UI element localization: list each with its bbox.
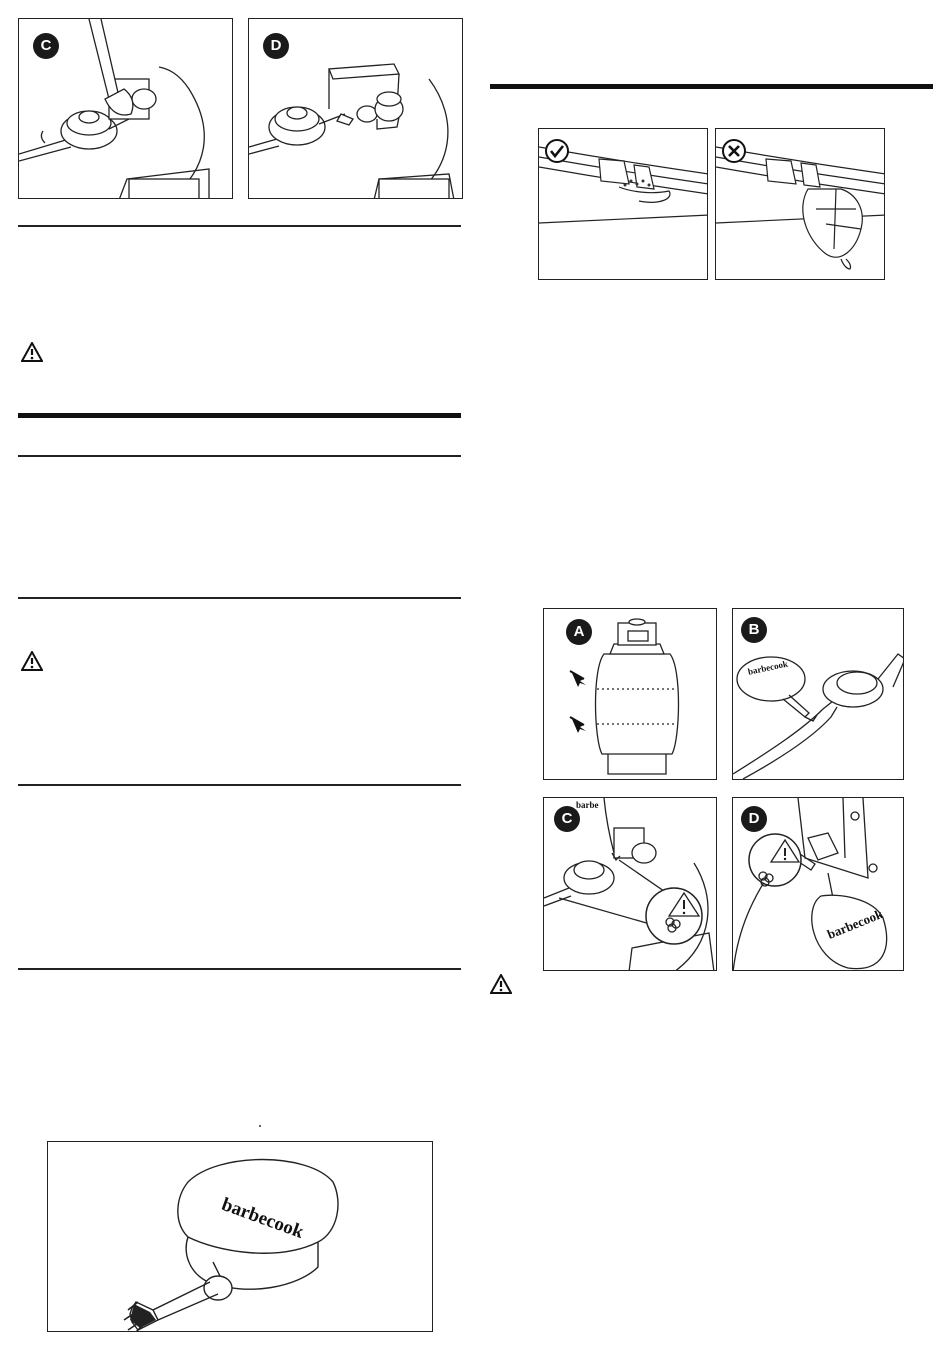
figure-hose-bad <box>715 128 885 280</box>
figure-leak-test-c <box>543 797 717 971</box>
panel-label-badge: D <box>741 806 767 832</box>
section-divider <box>18 597 461 599</box>
panel-label-badge: C <box>554 806 580 832</box>
section-divider <box>18 784 461 786</box>
check-circle-icon <box>545 139 569 163</box>
figure-leak-test-a <box>543 608 717 780</box>
cross-circle-icon <box>722 139 746 163</box>
barbecook-logo: barbe <box>576 800 599 810</box>
barbecook-logo: barbecook <box>218 1194 307 1243</box>
section-divider <box>18 455 461 457</box>
figure-leak-test-b <box>732 608 904 780</box>
warning-triangle-icon <box>21 342 43 362</box>
barbecook-logo: barbecook <box>747 658 789 677</box>
panel-label-badge: A <box>566 619 592 645</box>
figure-hose-good <box>538 128 708 280</box>
panel-label-badge: D <box>263 33 289 59</box>
warning-triangle-icon <box>490 974 512 994</box>
soap-brush-container-illustration <box>48 1142 433 1332</box>
figure-panel-c-wrench <box>18 18 233 199</box>
section-divider <box>18 225 461 227</box>
panel-label-badge: B <box>741 617 767 643</box>
section-heading-bar <box>18 413 461 418</box>
figure-leak-test-d <box>732 797 904 971</box>
stray-dot <box>259 1125 261 1127</box>
section-divider <box>18 968 461 970</box>
section-heading-bar <box>490 84 933 89</box>
figure-panel-d-disconnect <box>248 18 463 199</box>
figure-brush-soap <box>47 1141 433 1332</box>
barbecook-logo: barbecook <box>825 906 885 942</box>
panel-label-badge: C <box>33 33 59 59</box>
warning-triangle-icon <box>21 651 43 671</box>
